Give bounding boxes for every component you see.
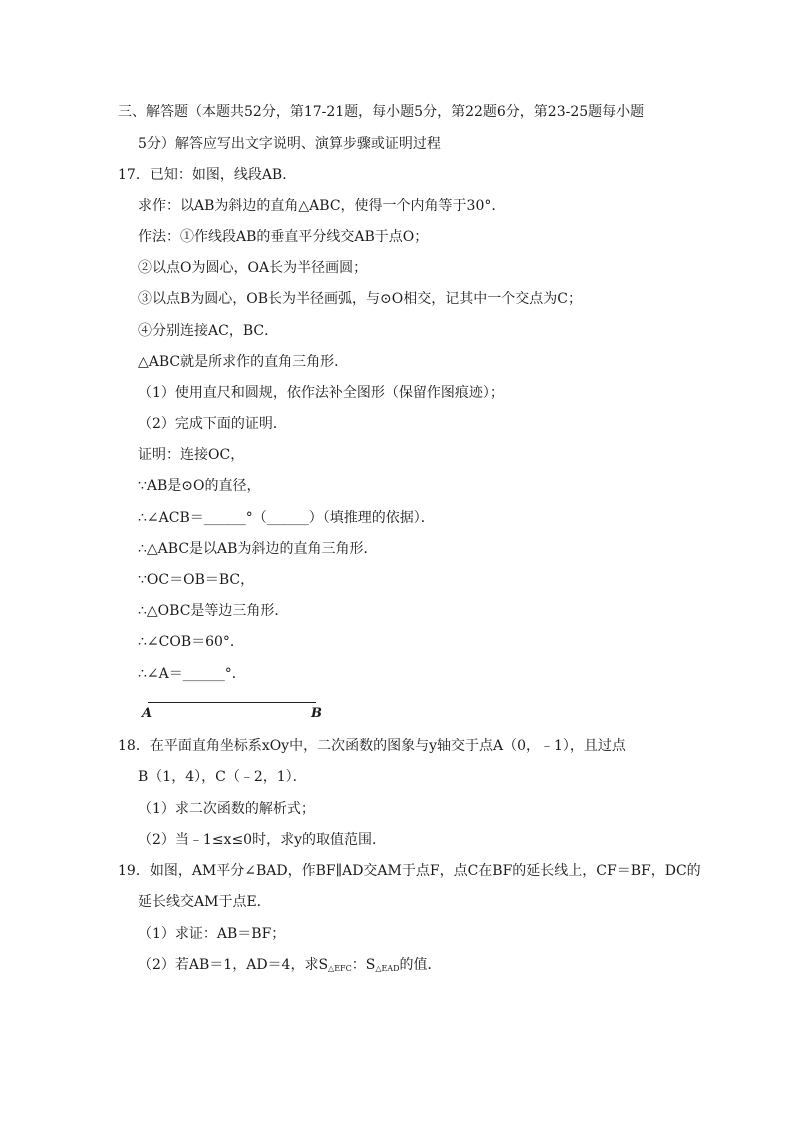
q19-part-1: （1）求证：AB＝BF； [138, 926, 286, 942]
q17-line: 作法：①作线段AB的垂直平分线交AB于点O； [138, 229, 429, 245]
point-a-label: A [142, 706, 153, 721]
area-subscript-efc: △EFC [328, 964, 352, 973]
q17-line: ∵OC＝OB＝BC， [138, 572, 255, 588]
q19-part-2-prefix: （2）若AB＝1，AD＝4，求S [138, 957, 329, 973]
point-b-label: B [311, 706, 322, 721]
q17-line: ∴△OBC是等边三角形． [138, 603, 289, 619]
q19-part-2-mid: ：S [351, 957, 376, 973]
q19-title: 19．如图，AM平分∠BAD，作BF∥AD交AM于点F，点C在BF的延长线上，CF＝BF，DC的 [118, 863, 701, 879]
q17-line: ∴△ABC是以AB为斜边的直角三角形． [138, 541, 378, 557]
q18-part-2: （2）当﹣1≤x≤0时，求y的取值范围． [138, 832, 386, 848]
q19-line-2: 延长线交AM于点E． [138, 894, 271, 910]
q17-line: ∴∠COB＝60°． [138, 634, 244, 650]
q19-part-2-suffix: 的值． [399, 957, 442, 973]
q17-line: ③以点B为圆心，OB长为半径画弧，与⊙O相交，记其中一个交点为C； [138, 291, 582, 307]
q17-line: △ABC就是所求作的直角三角形． [138, 354, 349, 370]
q17-line: ∴∠ACB＝______°（______）（填推理的依据）． [138, 510, 435, 526]
section-header-line-2: 5分）解答应写出文字说明、演算步骤或证明过程 [138, 136, 441, 152]
q17-line: （2）完成下面的证明． [138, 416, 287, 432]
section-header-line-1: 三、解答题（本题共52分，第17-21题，每小题5分，第22题6分，第23-25题每小题 [118, 104, 645, 120]
q17-line: ∴∠A＝______°． [138, 666, 246, 682]
q17-title: 17．已知：如图，线段AB． [118, 167, 297, 183]
q17-line: ④分别连接AC，BC． [138, 323, 279, 339]
q17-line: 求作：以AB为斜边的直角△ABC，使得一个内角等于30°． [138, 198, 506, 214]
q18-title: 18．在平面直角坐标系xOy中，二次函数的图象与y轴交于点A（0，﹣1），且过点 [118, 738, 626, 754]
q17-line: 证明：连接OC， [138, 447, 245, 463]
q19-part-2 [138, 956, 442, 978]
q18-line-2: B（1，4），C（﹣2，1）． [138, 769, 307, 785]
segment-ab [148, 702, 316, 703]
q17-line: ∵AB是⊙O的直径， [138, 478, 261, 494]
q17-line: （1）使用直尺和圆规，依作法补全图形（保留作图痕迹）； [138, 385, 504, 401]
area-subscript-ead: △EAD [375, 964, 400, 973]
q18-part-1: （1）求二次函数的解析式； [138, 801, 315, 817]
q17-line: ②以点O为圆心，OA长为半径画圆； [138, 260, 368, 276]
